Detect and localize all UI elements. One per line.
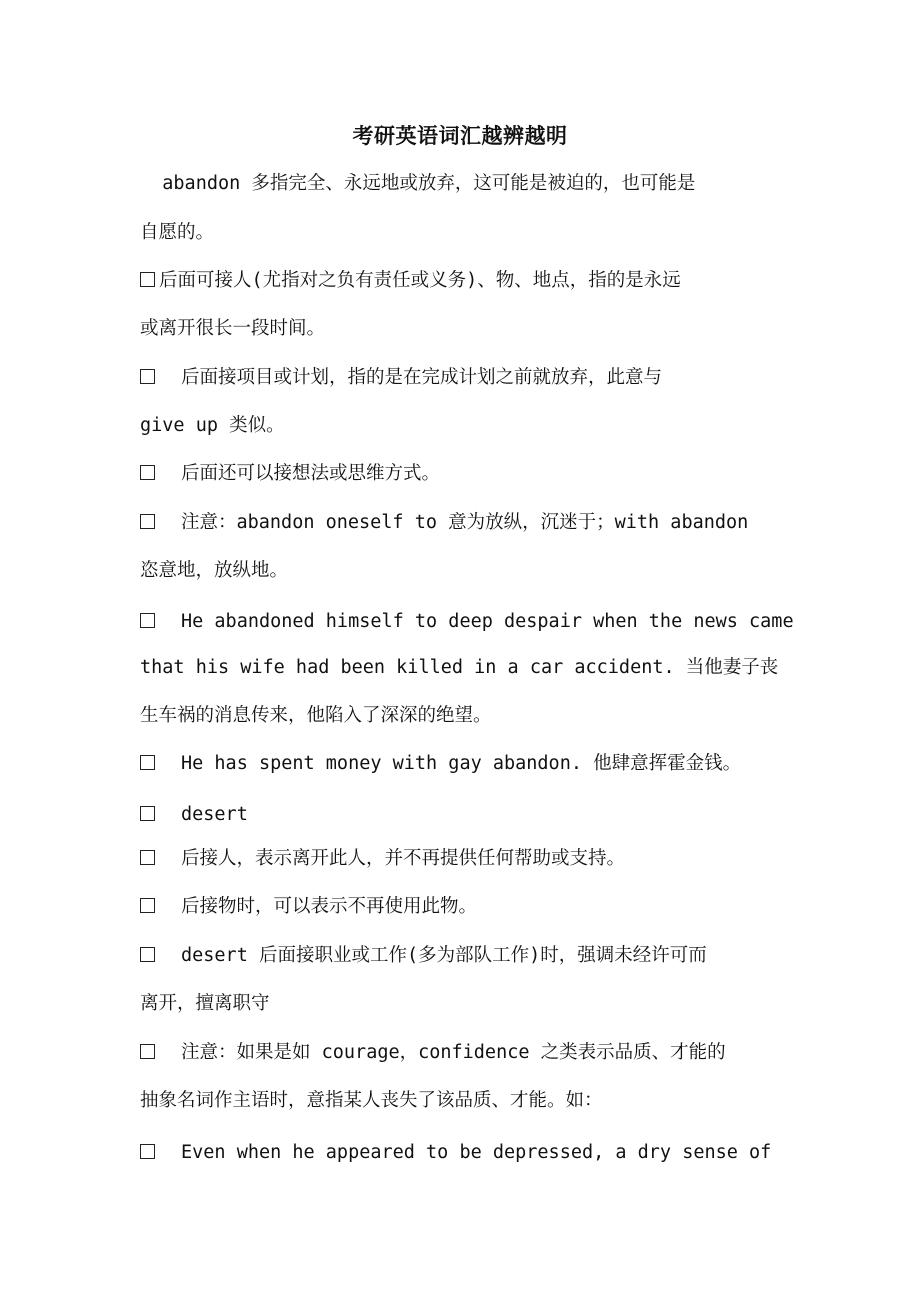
checkbox-glyph-icon [140,1144,155,1159]
line-text: 抽象名词作主语时，意指某人丧失了该品质、才能。如： [140,1090,603,1111]
checkbox-glyph-icon [140,514,155,529]
paragraph-line [140,894,800,920]
checkbox-glyph-icon [140,850,155,865]
document-title: 考研英语词汇越辨越明 [352,124,568,148]
paragraph-line [140,751,800,777]
checkbox-glyph-icon [140,613,155,628]
line-text: 后面可接人(尤指对之负有责任或义务)、物、地点，指的是永远 [159,270,681,291]
line-text: 后面还可以接想法或思维方式。 [181,463,441,484]
paragraph-line [140,609,800,635]
line-text: Even when he appeared to be depressed, a dry sense of [181,1142,772,1163]
line-text: that his wife had been killed in a car accident. 当他妻子丧 [140,657,779,678]
checkbox-glyph-icon [140,898,155,913]
line-text: 自愿的。 [140,222,215,243]
line-text: He abandoned himself to deep despair when the news came [181,611,794,632]
checkbox-glyph-icon [140,806,155,821]
paragraph-line [140,1140,800,1166]
paragraph-line [140,846,800,872]
paragraph-line [140,558,800,584]
line-text: give up 类似。 [140,415,285,436]
paragraph-line [140,268,800,294]
paragraph-line [140,943,800,969]
checkbox-glyph-icon [140,947,155,962]
line-text: He has spent money with gay abandon. 他肆意挥霍金钱。 [181,753,742,774]
line-text: 注意：abandon oneself to 意为放纵，沉迷于；with abandon [181,512,749,533]
line-text: 后面接项目或计划，指的是在完成计划之前就放弃，此意与 [181,367,663,388]
paragraph-line [140,991,800,1017]
line-text: 离开，擅离职守 [140,993,270,1014]
line-text: 恣意地，放纵地。 [140,560,289,581]
checkbox-glyph-icon [140,755,155,770]
paragraph-line [140,220,800,246]
checkbox-glyph-icon [140,465,155,480]
paragraph-line [140,655,800,681]
paragraph-line [140,171,800,197]
line-text: 后接人，表示离开此人，并不再提供任何帮助或支持。 [181,848,626,869]
paragraph-line [140,316,800,342]
checkbox-glyph-icon [140,369,155,384]
paragraph-line [140,510,800,536]
checkbox-glyph-icon [140,272,155,287]
paragraph-line [140,461,800,487]
paragraph-line [140,1088,800,1114]
line-text: 生车祸的消息传来，他陷入了深深的绝望。 [140,705,492,726]
line-text: 后接物时，可以表示不再使用此物。 [181,896,478,917]
line-text: desert [181,804,248,825]
paragraph-line [140,802,800,828]
checkbox-glyph-icon [140,1044,155,1059]
line-text: 注意：如果是如 courage，confidence 之类表示品质、才能的 [181,1042,726,1063]
paragraph-line [140,703,800,729]
paragraph-line [140,413,800,439]
paragraph-line [140,1040,800,1066]
line-text: abandon 多指完全、永远地或放弃，这可能是被迫的，也可能是 [140,173,696,194]
line-text: desert 后面接职业或工作(多为部队工作)时，强调未经许可而 [181,945,707,966]
paragraph-line [140,365,800,391]
line-text: 或离开很长一段时间。 [140,318,326,339]
